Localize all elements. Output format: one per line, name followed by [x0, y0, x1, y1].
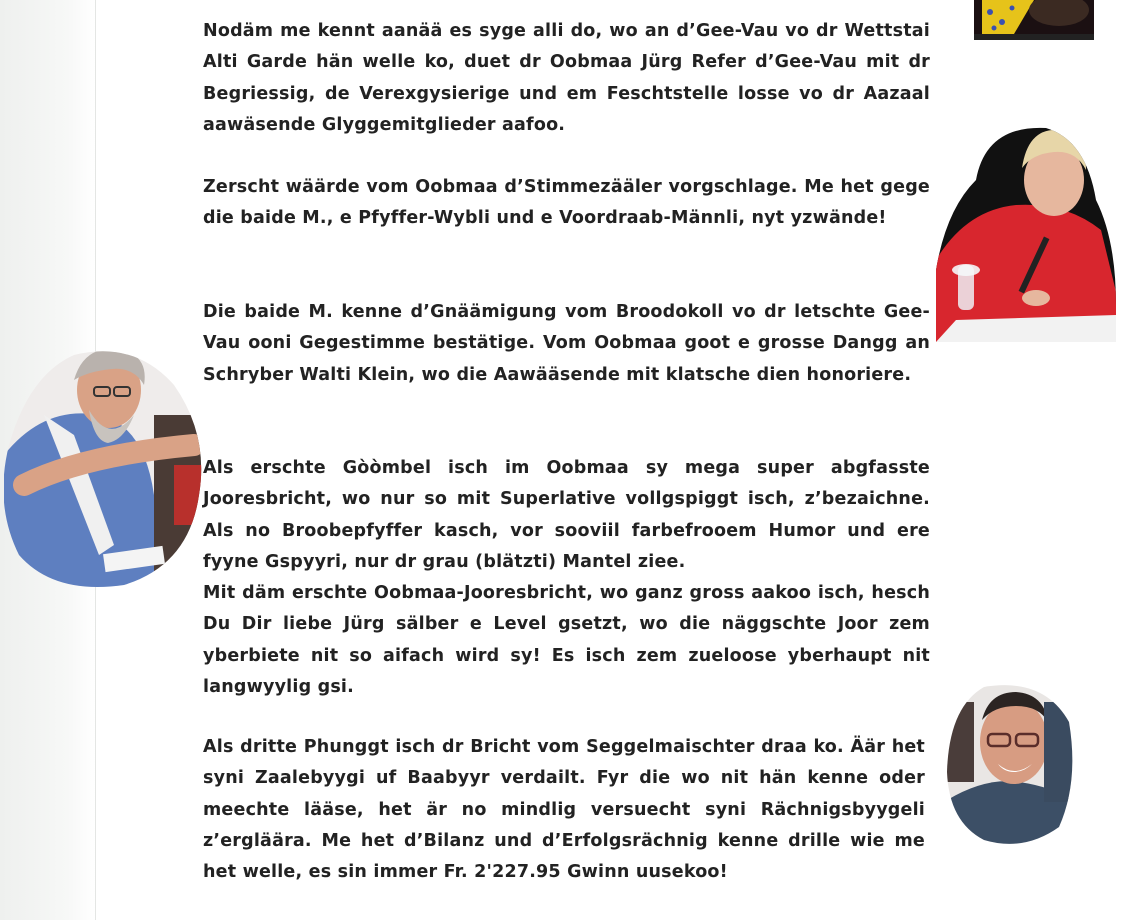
paragraph-5: Als dritte Phunggt isch dr Bricht vom Seggelmaischter draa ko. Äär het syni Zaalebyygi uf Baabyyr verdailt. Fyr die wo nit hän kenne oder meechte lääse, het är no mindlig versuecht syni Rächnigsbyygeli z’ergläära. Me het d’Bilanz und d’Erfolgsrächnig kenne drille wie me het welle, es sin immer Fr. 2'227.95 Gwinn uusekoo! [203, 737, 925, 883]
photo-top-fragment [974, 0, 1094, 40]
paragraph-4-part-2: Mit däm erschte Oobmaa-Jooresbricht, wo ganz gross aakoo isch, hesch Du Dir liebe Jürg sälber e Level gsetzt, wo die näggschte Joor zem yberbiete nit so aifach wird sy! Es isch zem zueloose yberhaupt nit langwyylig gsi. [203, 583, 930, 698]
paragraph-1: Nodäm me kennt aanää es syge alli do, wo an d’Gee-Vau vo dr Wettstai Alti Garde hän welle ko, duet dr Oobmaa Jürg Refer d’Gee-Vau mit dr Begriessig, de Verexgysierige und em Feschtstelle losse vo dr Aazaal aawäsende Glyggemitglieder aafoo. [203, 21, 930, 135]
paragraph-3: Die baide M. kenne d’Gnäämigung vom Broodokoll vo dr letschte Gee-Vau ooni Gegestimme bestätige. Vom Oobmaa goot e grosse Dangg an Schryber Walti Klein, wo die Aawääsende mit klatsche dien honoriere. [203, 302, 930, 385]
paragraph-2: Zerscht wäärde vom Oobmaa d’Stimmezääler vorgschlage. Me het gege die baide M., e Pfyffer-Wybli und e Voordraab-Männli, nyt yzwände! [203, 177, 930, 229]
paragraph-4 [203, 453, 930, 703]
photo-man-pointing [4, 345, 204, 591]
paragraph-4-part-1: Als erschte Gòòmbel isch im Oobmaa sy mega super abgfasste Jooresbricht, wo nur so mit Superlative vollgspiggt isch, z’bezaichne. Als no Broobepfyffer kasch, vor sooviil farbefrooem Humor und ere fyyne Gspyyri, nur dr grau (blätzti) Mantel ziee. [203, 458, 930, 572]
photo-man-smiling [944, 682, 1074, 846]
photo-woman-red-shirt [936, 120, 1118, 342]
